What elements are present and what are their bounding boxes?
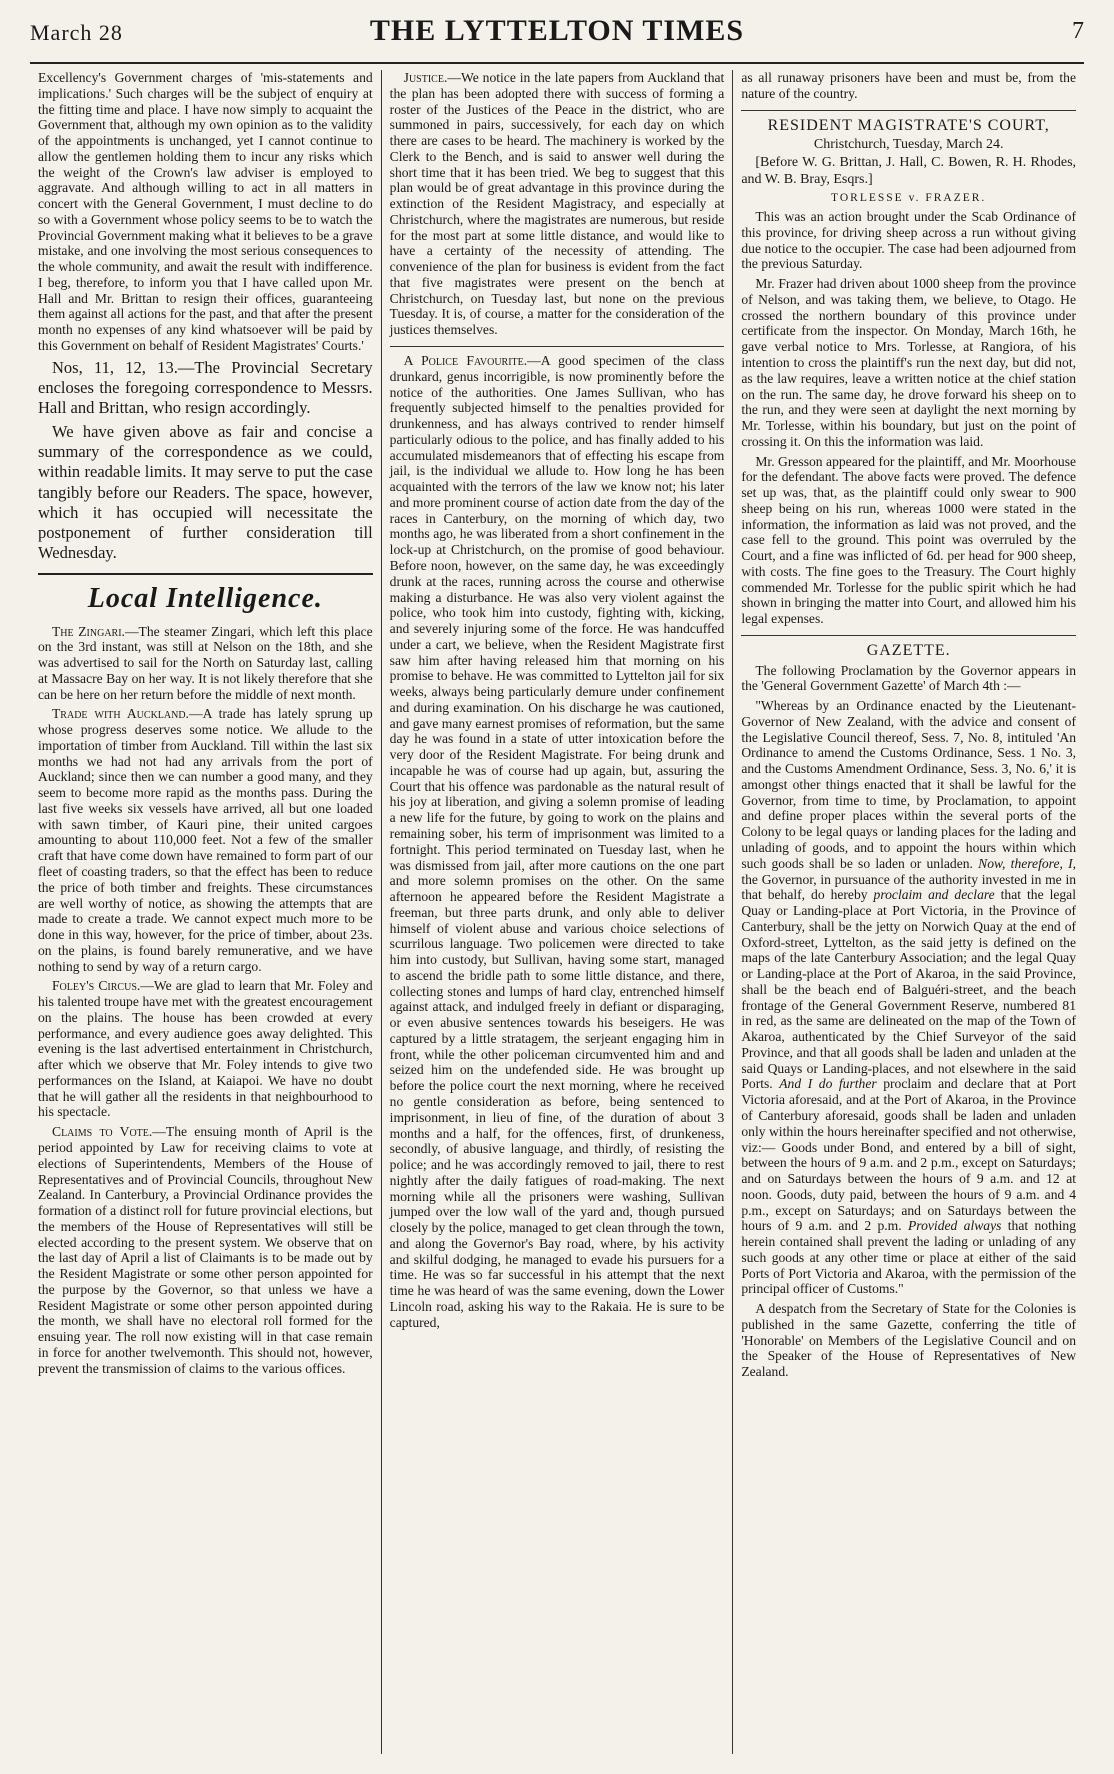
column-2 <box>381 70 733 1754</box>
issue-date: March 28 <box>30 20 123 45</box>
court-report-2: Mr. Frazer had driven about 1000 sheep from the province of Nelson, and was taking them, we believe, to Otago. He crossed the northern boundary of this province under certificate from the inspector. On Monday, March 16th, he gave verbal notice to Mrs. Torlesse, at Rangiora, of his intention to cross the plaintiff's run the next day, but did not, as the law requires, leave a written notice at the chief station on the run. The same day, he drove forward his sheep on to the run, and they were seen at daylight the next morning by Mr. Torlesse, within his boundary, but just on the point of crossing it. On this the information was laid. <box>741 276 1077 449</box>
gazette-despatch: A despatch from the Secretary of State for the Colonies is published in the same Gazette, conferring the title of 'Honorable' on Members of the Legislative Council and on the Speaker of the House of Representatives of New Zealand. <box>741 1301 1077 1380</box>
court-bench: [Before W. G. Brittan, J. Hall, C. Bowen, R. H. Rhodes, and W. B. Bray, Esqrs.] <box>741 155 1077 187</box>
court-report-3: Mr. Gresson appeared for the plaintiff, and Mr. Moorhouse for the defendant. The above facts were proved. The defence set up was, that, as the plaintiff could only swear to 900 sheep being on his run, whereas 1000 were stated in the information, the information as laid was not proved, and the case fell to the ground. This point was overruled by the Court, and a fine was inflicted of 6d. per head for 900 sheep, with costs. The fine goes to the Treasury. The Court highly commended Mr. Torlesse for the public spirit which he had shown in bringing the matter into Court, and allowed him his legal expenses. <box>741 453 1077 627</box>
article-justice <box>390 70 725 338</box>
article-claims-to-vote <box>38 1124 373 1376</box>
article-body: —We are glad to learn that Mr. Foley and his talented troupe have met with the greatest encouragement on the plains. The house has been crowded at every performance, and every audience goes away delighted. This evening is the last advertised entertainment in Christchurch, after which we observe that Mr. Foley intends to give two performances on the Island, at Kaiapoi. We have no doubt that he will gather all the residents in that neighbourhood to his spectacle. <box>38 978 373 1120</box>
article-lead: Trade with Auckland. <box>52 706 189 722</box>
article-foleys-circus <box>38 978 373 1120</box>
newspaper-title: THE LYTTELTON TIMES <box>369 14 745 47</box>
column-3 <box>732 70 1084 1754</box>
article-divider <box>390 346 725 347</box>
masthead <box>30 8 1084 58</box>
case-title: TORLESSE v. FRAZER. <box>831 191 987 204</box>
section-divider <box>38 573 373 575</box>
article-lead: Foley's Circus. <box>52 978 141 994</box>
proclamation-italic: And I do further <box>779 1076 877 1092</box>
local-intelligence-heading: Local Intelligence. <box>87 583 323 615</box>
article-lead: The Zingari. <box>52 623 125 639</box>
article-body: —The ensuing month of April is the period appointed by Law for receiving claims to vote at elections of Superintendents, Members of the House of Representatives and of Provincial Councils, throughout New Zealand. In Canterbury, a Provincial Ordinance provides the formation of a distinct roll for future provincial elections, but the members of the House of Representatives will still be elected according to the present system. We observe that on the last day of April a list of Claimants is to be made out by the Resident Magistrate or some other person appointed for the purpose by the Governor, so that unless we have a Resident Magistrate or some other person appointed during the month, we shall have no electoral roll formed for the ensuing year. The roll now existing will in that case remain in force for another twelvemonth. This should not, however, prevent the transmission of claims to the various offices. <box>38 1124 373 1376</box>
article-lead: A Police Favourite. <box>403 353 528 369</box>
page-number: 7 <box>1072 18 1084 44</box>
article-zingari <box>38 624 373 703</box>
article-body: —We notice in the late papers from Auckland that the plan has been adopted there with success of forming a roster of the Justices of the Peace in the district, who are summoned in pairs, successively, for each day on which there are cases to be heard. The machinery is worked by the Clerk to the Bench, and is said to answer well during the short time that it has been tried. We beg to suggest that this plan would be of great advantage in this province during the extinction of the Resident Magistracy, and especially at Christchurch, where the magistrates are numerous, but reside for the most part at some little distance, and would like to have a certainty of the necessity of attending. The convenience of the plan for business is evident from the fact that five magistrates were present on the bench at Christchurch, on Tuesday last, but none on the previous Tuesday. It is, of course, a matter for the consideration of the justices themselves. <box>389 70 725 338</box>
gazette-intro: The following Proclamation by the Governor appears in the 'General Government Gazette' of March 4th :— <box>741 662 1077 694</box>
proclamation-italic: Provided always <box>908 1218 1002 1234</box>
proclamation-text: that nothing herein contained shall prevent the lading or unlading of any such goods at any other time or place at either of the said Ports of Port Victoria and Akaroa, with the permission of the principal officer of Customs." <box>741 1218 1077 1297</box>
gazette-proclamation <box>741 698 1076 1297</box>
gazette-heading: GAZETTE. <box>866 642 951 660</box>
proclamation-text: that the legal Quay or Landing-place at Port Victoria, in the Province of Canterbury, shall be the jetty on Norwich Quay at the end of Oxford-street, Lyttelton, as the said jetty is defined on the maps of the late Canterbury Association; and the legal Quay or Landing-place at the Port of Akaroa, in the said Province, shall be the beach end of Balguéri-street, and the beach frontage of the General Government Reserve, numbered 81 in red, as the same are delineated on the map of the Town of Akaroa, authenticated by the Chief Surveyor of the said Province, and that all goods shall be laden and unladen at the said Quays or Landing-places, and not elsewhere in the said Ports. <box>741 887 1077 1092</box>
article-body: —The steamer Zingari, which left this place on the 3rd instant, was still at Nelson on the 18th, and she was advertised to sail for the North on Saturday last, calling at Massacre Bay on her way. It is not likely therefore that she can be here on her return before the middle of next month. <box>38 623 373 702</box>
proclamation-text: "Whereas by an Ordinance enacted by the Lieutenant-Governor of New Zealand, with the advice and consent of the Legislative Council thereof, Sess. 7, No. 8, intituled 'An Ordinance to amend the Customs Ordinance, Sess. 1 No. 3, and the Customs Amendment Ordinance, Sess. 3, No. 6,' it is amongst other things enacted that it shall be lawful for the Governor, from time to time, by Proclamation, to appoint and define proper places within the several ports of the Colony to be legal quays or landing places for the lading and unlading of goods, and to appoint the hours within which such goods shall be so laden or unladen. <box>741 698 1077 871</box>
correspondence-summary: Nos, 11, 12, 13.—The Provincial Secretary encloses the foregoing correspondence to Messrs. Hall and Brittan, who resign accordingly. <box>38 357 373 418</box>
article-lead: Justice. <box>403 70 448 85</box>
proclamation-italic: Now, therefore, I, <box>978 855 1077 871</box>
court-report-1: This was an action brought under the Scab Ordinance of this province, for driving sheep across a run without giving due notice to the occupier. The case had been adjourned from the previous Saturday. <box>741 209 1077 272</box>
article-body: —A trade has lately sprung up whose progress deserves some notice. We allude to the importation of timber from Auckland. Till within the last six months we had not had any arrivals from the port of Auckland; since then we can number a good many, and they seem to become more rapid as the months pass. During the last five weeks six vessels have arrived, all but one loaded with sawn timber, of Kauri pine, their united cargoes amounting to about 110,000 feet. Not a few of the smaller craft that have come down have remained to form part of our fleet of coasting traders, so that the effect has been to reduce the price of both timber and freights. These circumstances are well worthy of notice, as showing the attempts that are made to create a trade. We cannot expect much more to be done in this way, however, for the price of timber, about 23s. on the plains, is found barely remunerative, and we have nothing to send by way of a return cargo. <box>38 706 373 974</box>
editorial-closing: We have given above as fair and concise a summary of the correspondence as we could, within readable limits. It may serve to put the case tangibly before our Readers. The space, however, which it has occupied will necessitate the postponement of further consideration till Wednesday. <box>38 422 373 562</box>
article-police-favourite <box>390 353 725 1330</box>
article-continuation: as all runaway prisoners have been and must be, from the nature of the country. <box>741 70 1077 101</box>
article-divider <box>741 110 1076 111</box>
court-heading: RESIDENT MAGISTRATE'S COURT, <box>767 116 1050 134</box>
article-lead: Claims to Vote. <box>52 1124 153 1140</box>
article-trade-auckland <box>38 706 373 974</box>
letter-continuation: Excellency's Government charges of 'mis-statements and implications.' Such charges will be the subject of enquiry at the fitting time and place. I have now simply to acquaint the Government that, although my own opinion as to the validity of the appointments is unchanged, yet I cannot continue to allow the gentlemen holding them to incur any risks which the weight of the Crown's law adviser is employed to aggravate. And although willing to act in all matters in concert with the General Government, I must decline to do so with a Government whose policy seems to be to watch the Provincial Government making what it believes to be a grave mistake, and one involving the most serious consequences to the whole community, and await the result with indifference. I beg, therefore, to inform you that I have called upon Mr. Hall and Mr. Brittan to resign their offices, guaranteeing them against all actions for the past, and that after the present month no expenses of any kind whatsoever will be paid by this Government on behalf of Resident Magistrates' Courts.' <box>38 70 373 354</box>
article-body: —A good specimen of the class drunkard, genus incorrigible, is now prominently before the notice of the authorities. One James Sullivan, who has frequently subjected himself to the penalties provided for drunkenness, and has always contrived to render himself particularly odious to the police, and has finally added to his accumulated misdemeanors that of effecting his escape from jail, is the individual we allude to. How long he has been acquainted with the terrors of the law we know not; his later and more prominent course of action date from the day of the races in Canterbury, on the morning of which day, two months ago, he was liberated from a short confinement in the lock-up at Christchurch, on the promise of good behaviour. Before noon, however, on the same day, he was exceedingly drunk at the races, running across the course and otherwise making a disturbance. He was also very violent against the police, who took him into custody, fighting with, kicking, and severely injuring some of the force. He was handcuffed under a cart, we believe, when the Resident Magistrate first saw him after having released him that morning on his promise to behave. He was committed to Lyttelton jail for six weeks, always being particularly demure under confinement and during examination. On his discharge he was cautioned, and gave many earnest promises of reformation, but the same day he was found in a state of utter intoxication before the very door of the Resident Magistrate. For being drunk and incapable he was of course had up again, but, assuring the Court that his offence was pardonable as the natural result of his joy at liberation, and giving a solemn promise of leading a new life for the future, by going to work on the plains and remaining sober, his term of imprisonment was limited to a fortnight. This period terminated on Tuesday last, when he was dismissed from jail, after more cautions on the one part and more solemn promises on the other. On the same afternoon he appeared before the Resident Magistrate a freeman, but three parts drunk, and only able to deliver himself of violent abuse and various choice selections of scurrilous language. Two policemen were directed to take him into custody, but Sullivan, having some start, managed to ascend the bridle path to some little distance, and there, collecting stones and lumps of hard clay, entrenched himself against attack, and indulged freely in defiant or disparaging, or even abusive sentences towards his beseigers. He was captured by a little stratagem, the serjeant engaging him in front, while the other policeman circumvented him and and seized him on the undefended side. He was brought up before the police court the next morning, where he received no gentle consideration as before, being sentenced to imprisonment, in lieu of fine, of the duration of about 3 months and a half, for the offences, first, of drunkeness, secondly, of abusive language, and thirdly, of resisting the police; and he was accordingly removed to jail, there to rest nightly after the daily fatigues of road-making. The next morning while all the prisoners were washing, Sullivan jumped over the low wall of the yard and, though pursued closely by the police, managed to get clean through the town, and along the Governor's Bay road, where, by his activity and skilful dodging, he managed to evade his pursuers for a time. He was so far successful in his attempt that the next time he was heard of was the same evening, down the Lower Lincoln road, asking his way to the Rakaia. He is sure to be captured, <box>389 353 725 1330</box>
masthead-rule <box>30 62 1084 64</box>
column-1 <box>30 70 381 1754</box>
proclamation-text: the Governor, in pursuance of the authority invested in me in that behalf, do hereby <box>741 871 1077 903</box>
article-columns <box>30 70 1084 1754</box>
court-dateline: Christchurch, Tuesday, March 24. <box>813 137 1004 153</box>
article-divider <box>741 635 1076 636</box>
proclamation-italic: proclaim and declare <box>873 887 995 903</box>
proclamation-text: proclaim and declare that at Port Victoria aforesaid, and at the Port of Akaroa, in the Province of Canterbury aforesaid, goods shall be laden and unladen only within the hours hereinafter specified and not otherwise, viz:— Goods under Bond, and entered by a bill of sight, between the hours of 9 a.m. and 2 p.m., except on Saturdays; and on Saturdays between the hours of 9 a.m. and 12 at noon. Goods, duty paid, between the hours of 9 a.m. and 4 p.m., except on Saturdays; and on Saturdays between the hours of 9 a.m. and 2 p.m. <box>741 1076 1077 1234</box>
